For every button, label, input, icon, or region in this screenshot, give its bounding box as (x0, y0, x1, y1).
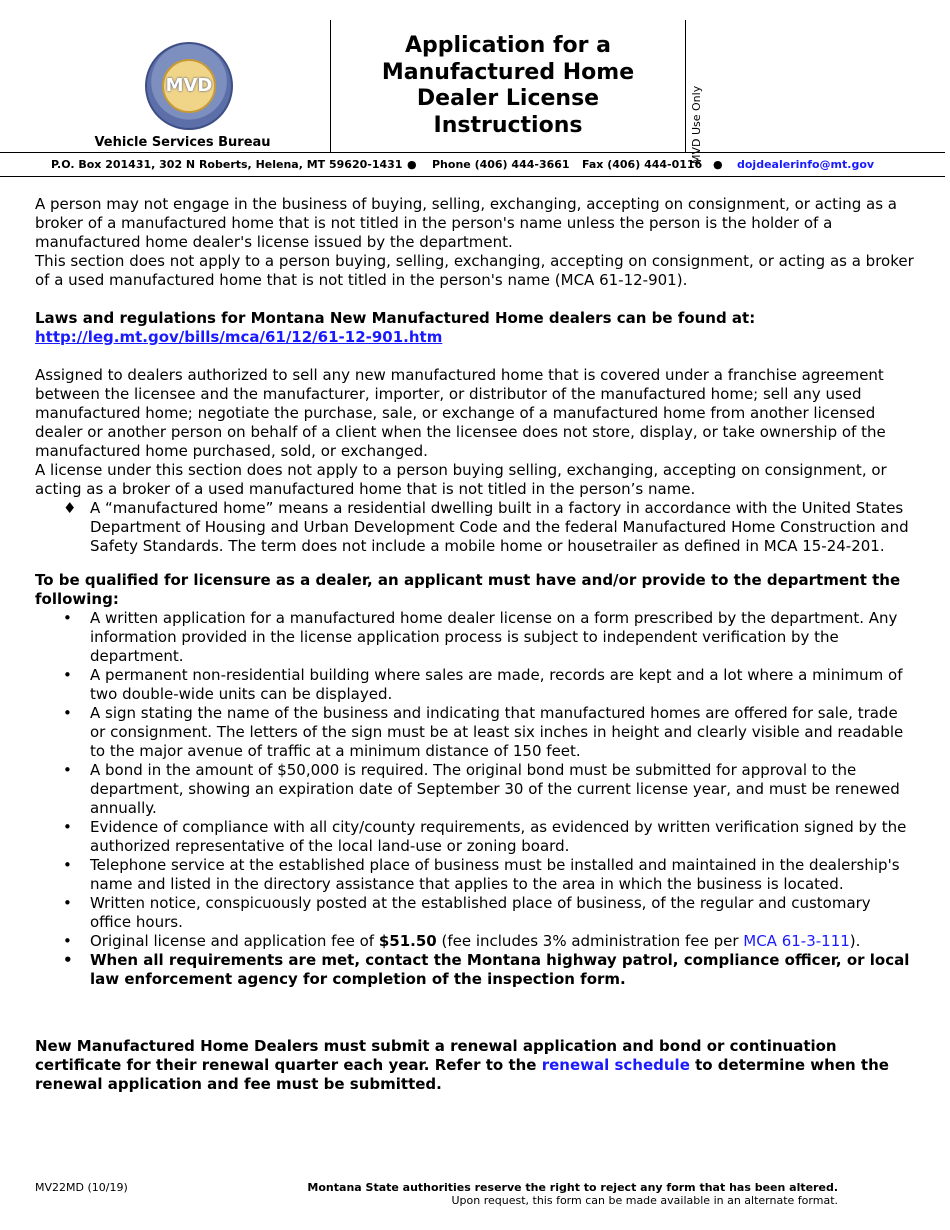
definition-text: A “manufactured home” means a residential dwelling built in a factory in accordance with the United States Department of Housing and Urban Development Code and the federal Manufactured Home Construction and Safety Standards. The term does not include a mobile home or housetrailer as defined in MCA 15-24-201. (90, 499, 909, 555)
laws-heading: Laws and regulations for Montana New Manufactured Home dealers can be found at: (35, 309, 756, 327)
renewal-notice: New Manufactured Home Dealers must submit a renewal application and bond or continuation certificate for their renewal quarter each year. Refer to the renewal schedule to determine when the renewal application and fee must be submitted. (35, 1037, 889, 1093)
list-item: • A written application for a manufactured home dealer license on a form prescribed by the department. Any information provided in the license application process is subject to independent verification by the department. (63, 609, 898, 665)
fee-amount: $51.50 (378, 932, 437, 950)
list-item: • A sign stating the name of the business and indicating that manufactured homes are offered for sale, trade or consignment. The letters of the sign must be at least six inches in height and clearly visible and readable to the major avenue of traffic at a minimum distance of 150 feet. (63, 704, 904, 760)
assigned-paragraph: A license under this section does not apply to a person buying selling, exchanging, accepting on consignment, or acting as a broker of a used manufactured home that is not titled in the person’s name. (35, 461, 887, 498)
form-header (0, 20, 950, 164)
bullet-icon: • (63, 951, 73, 969)
mvd-seal-logo (145, 42, 233, 130)
bullet-icon: • (63, 856, 72, 874)
contact-bar (0, 152, 945, 177)
laws-url-link[interactable]: http://leg.mt.gov/bills/mca/61/12/61-12-901.htm (35, 328, 443, 346)
seal-center: MVD (162, 59, 216, 113)
header-divider-right (685, 20, 686, 153)
final-requirement-item: • When all requirements are met, contact the Montana highway patrol, compliance officer, or local law enforcement agency for completion of the inspection form. (63, 951, 910, 988)
requirements-list (35, 609, 915, 989)
alteration-warning: Montana State authorities reserve the right to reject any form that has been altered. (307, 1181, 838, 1194)
logo-block (35, 20, 330, 152)
list-item: • Evidence of compliance with all city/county requirements, as evidenced by written verification signed by the authorized representative of the local land-use or zoning board. (63, 818, 907, 855)
bureau-name: Vehicle Services Bureau (94, 135, 271, 150)
bullet-icon: • (63, 894, 72, 912)
alternate-format-note: Upon request, this form can be made available in an alternate format. (451, 1194, 838, 1207)
phone: Phone (406) 444-3661 (432, 158, 570, 171)
bullet-icon: • (63, 666, 72, 684)
bullet-icon: • (63, 818, 72, 836)
bullet-icon: • (63, 609, 72, 627)
mca-link[interactable]: MCA 61-3-111 (743, 932, 850, 950)
bullet-icon: • (63, 932, 72, 950)
bullet-icon: • (63, 704, 72, 722)
intro-paragraph: A person may not engage in the business of buying, selling, exchanging, accepting on consignment, or acting as a broker of a manufactured home that is not titled in the person's name unless the person is the holder of a manufactured home dealer's license issued by the department. (35, 195, 897, 251)
bullet-icon: • (63, 761, 72, 779)
address: P.O. Box 201431, 302 N Roberts, Helena, MT 59620-1431 (51, 158, 403, 171)
qualify-heading: To be qualified for licensure as a dealer, an applicant must have and/or provide to the department the following: (35, 571, 901, 608)
list-item: • A permanent non-residential building where sales are made, records are kept and a lot where a minimum of two double-wide units can be displayed. (63, 666, 903, 703)
renewal-schedule-link[interactable]: renewal schedule (541, 1056, 690, 1074)
intro-paragraph: This section does not apply to a person buying, selling, exchanging, accepting on consignment, or acting as a broker of a used manufactured home that is not titled in the person's name (MCA 61-12-901). (35, 252, 914, 289)
instructions-body (35, 195, 915, 1094)
list-item: • A bond in the amount of $50,000 is required. The original bond must be submitted for approval to the department, showing an expiration date of September 30 of the current license year, and must be renewed annually. (63, 761, 900, 817)
definition-list (35, 499, 915, 556)
title-block (331, 20, 685, 152)
diamond-bullet-icon: ♦ (63, 499, 77, 517)
fee-item: • Original license and application fee of $51.50 (fee includes 3% administration fee per MCA 61-3-111). (63, 932, 861, 950)
email-link[interactable]: dojdealerinfo@mt.gov (737, 158, 875, 171)
form-id: MV22MD (10/19) (35, 1181, 128, 1194)
separator-dot: ● (713, 158, 723, 171)
assigned-paragraph: Assigned to dealers authorized to sell any new manufactured home that is covered under a franchise agreement between the licensee and the manufacturer, importer, or distributor of the manufactured home; sell any used manufactured home; negotiate the purchase, sale, or exchange of a manufactured home from another licensed dealer or another person on behalf of a client when the licensee does not store, display, or take ownership of the manufactured home purchased, sold, or exchanged. (35, 366, 886, 460)
list-item: • Written notice, conspicuously posted at the established place of business, of the regular and customary office hours. (63, 894, 871, 931)
fax: Fax (406) 444-0116 (582, 158, 703, 171)
footer-notice (300, 1181, 838, 1207)
list-item: • Telephone service at the established place of business must be installed and maintained in the dealership's name and listed in the directory assistance that applies to the area in which the business is located. (63, 856, 900, 893)
separator-dot: ● (407, 158, 417, 171)
mvd-use-only-label: MVD Use Only (690, 85, 703, 164)
page-title: Application for a Manufactured Home Dealer License Instructions (381, 33, 635, 138)
list-item (35, 499, 915, 556)
